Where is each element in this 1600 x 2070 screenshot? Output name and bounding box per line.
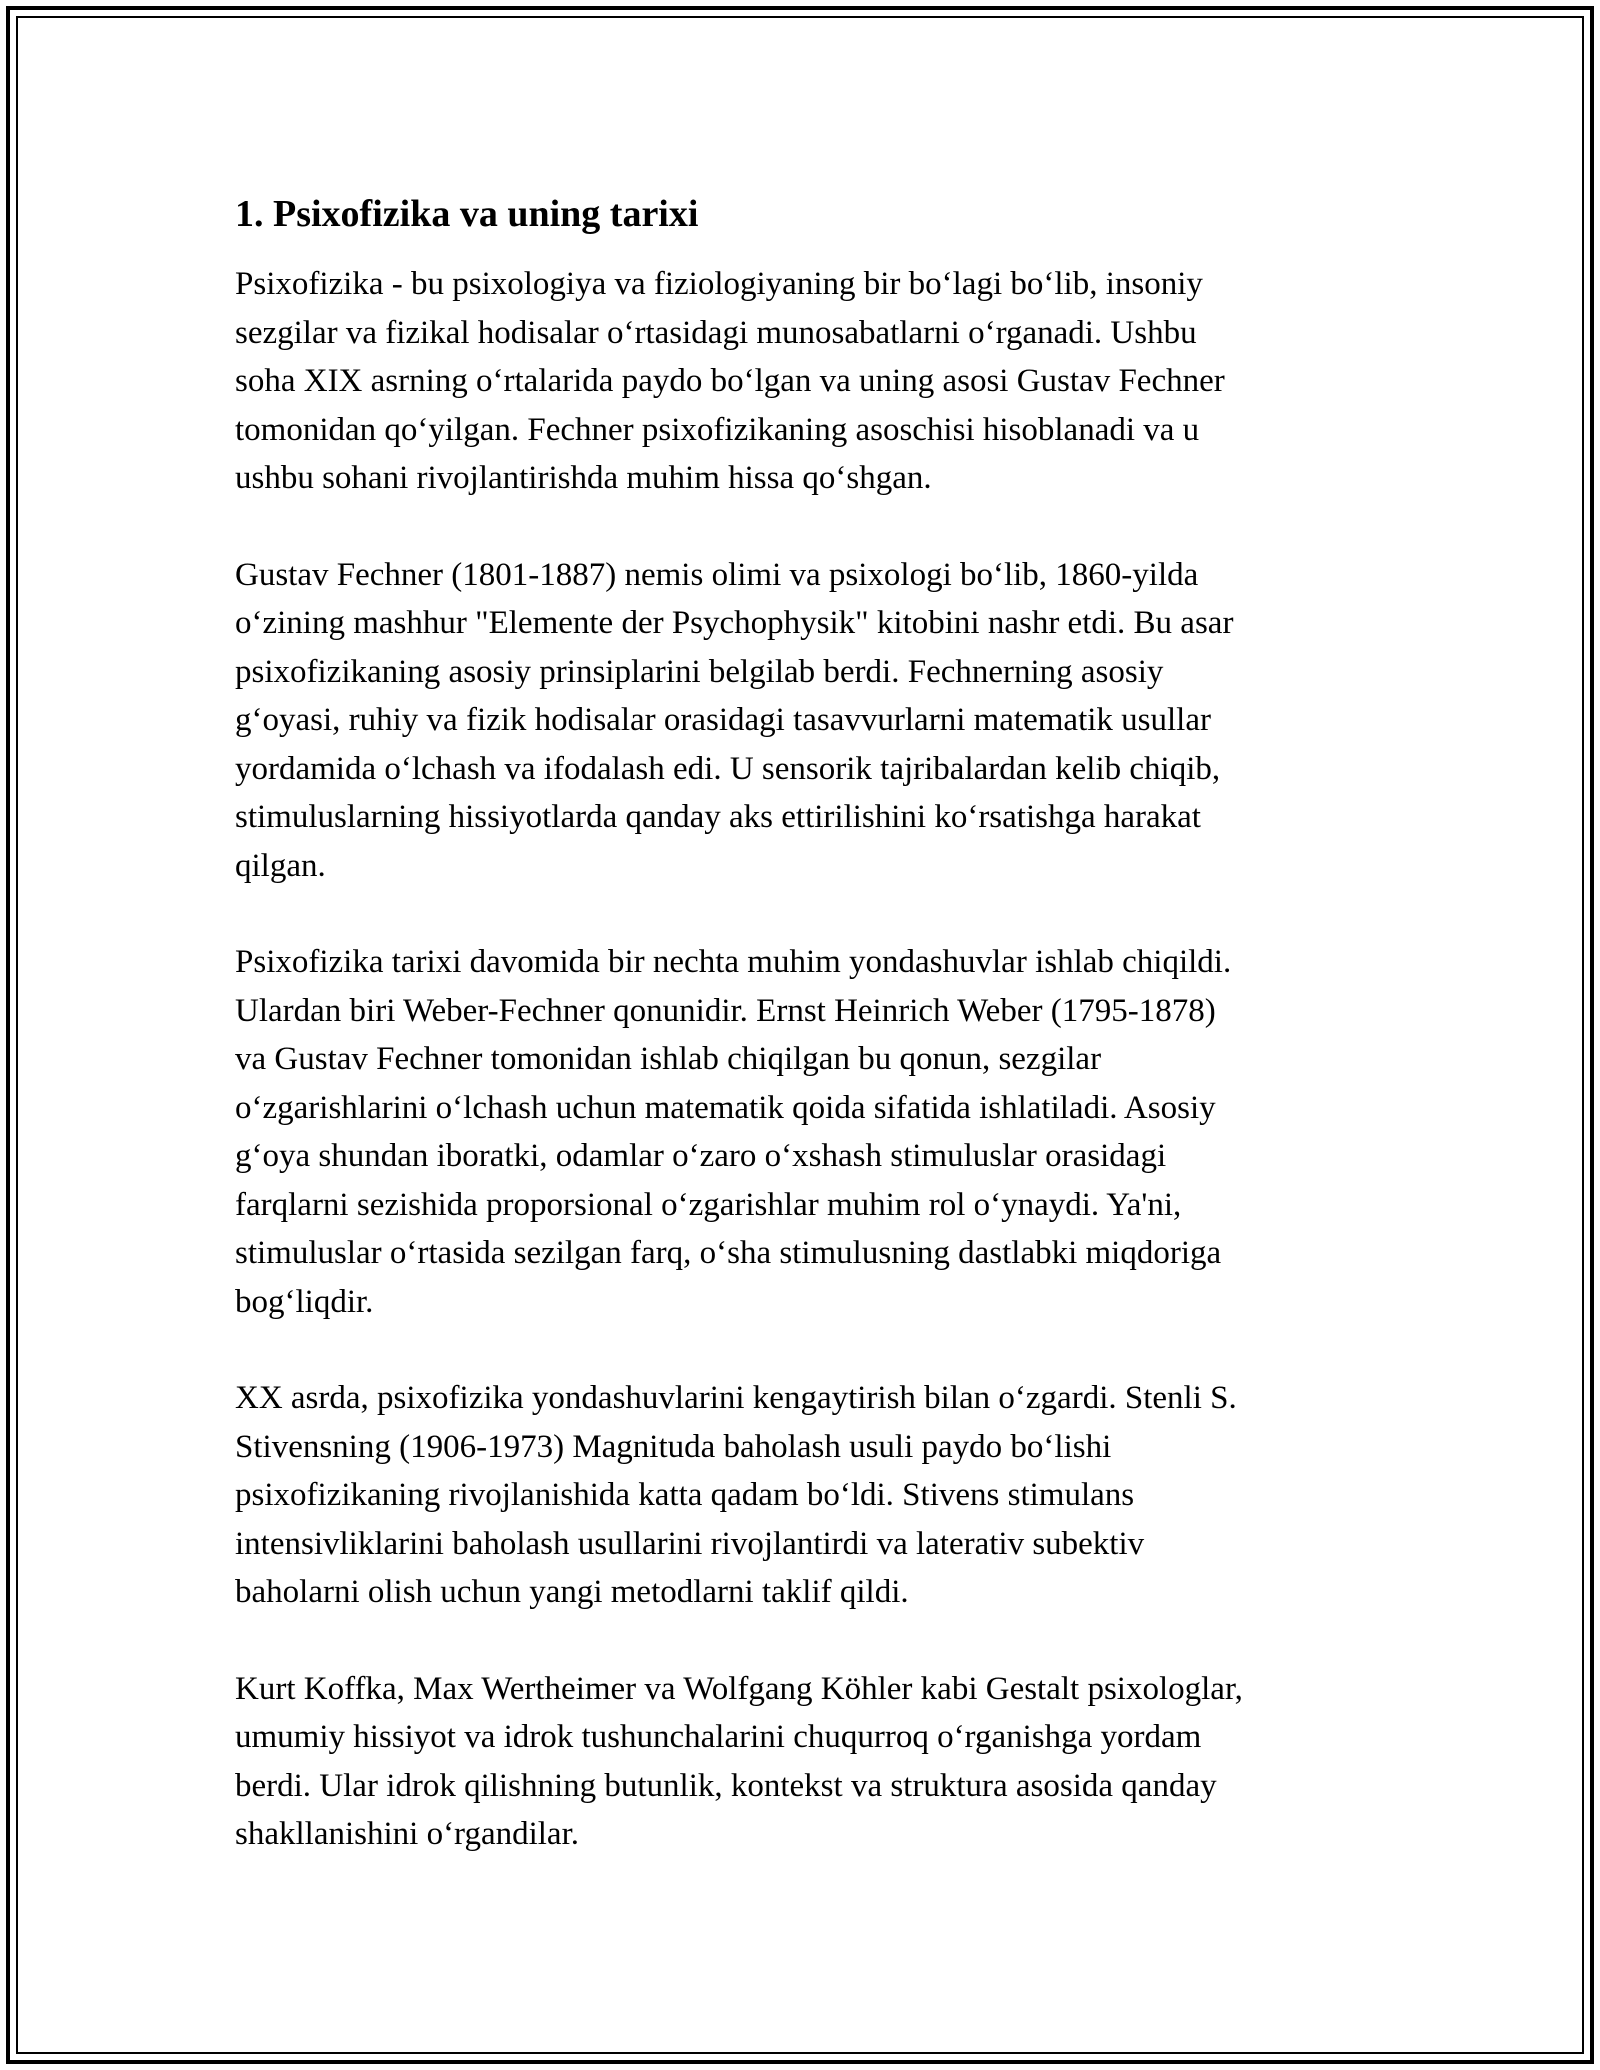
text-line: psixofizikaning rivojlanishida katta qadam bo‘ldi. Stivens stimulans: [235, 1477, 1135, 1513]
text-line: Stivensning (1906-1973) Magnituda baholash usuli paydo bo‘lishi: [235, 1428, 1112, 1465]
document-body: [235, 190, 1370, 1907]
text-line: qilgan.: [235, 847, 326, 884]
text-line: Psixofizika - bu psixologiya va fiziologiyaning bir bo‘lagi bo‘lib, insoniy: [235, 266, 1203, 302]
text-line: psixofizikaning asosiy prinsiplarini belgilab berdi. Fechnerning asosiy: [235, 653, 1164, 690]
body-paragraph: [235, 938, 1370, 1326]
text-line: baholarni olish uchun yangi metodlarni taklif qildi.: [235, 1574, 909, 1610]
body-paragraph: [235, 1374, 1370, 1617]
text-line: tomonidan qo‘yilgan. Fechner psixofizikaning asoschisi hisoblanadi va u: [235, 411, 1200, 448]
text-line: o‘zining mashhur "Elemente der Psychophysik" kitobini nashr etdi. Bu asar: [235, 605, 1234, 641]
text-line: Kurt Koffka, Max Wertheimer va Wolfgang Köhler kabi Gestalt psixologlar,: [235, 1670, 1243, 1707]
body-paragraph: [235, 1665, 1370, 1859]
text-line: o‘zgarishlarini o‘lchash uchun matematik qoida sifatida ishlatiladi. Asosiy: [235, 1089, 1216, 1126]
paragraph-list: [235, 260, 1370, 1859]
text-line: va Gustav Fechner tomonidan ishlab chiqilgan bu qonun, sezgilar: [235, 1041, 1102, 1077]
text-line: sezgilar va fizikal hodisalar o‘rtasidagi munosabatlarni o‘rganadi. Ushbu: [235, 314, 1197, 351]
text-line: Psixofizika tarixi davomida bir nechta muhim yondashuvlar ishlab chiqildi.: [235, 944, 1232, 980]
text-line: g‘oyasi, ruhiy va fizik hodisalar orasidagi tasavvurlarni matematik usullar: [235, 702, 1211, 738]
text-line: g‘oya shundan iboratki, odamlar o‘zaro o‘xshash stimuluslar orasidagi: [235, 1138, 1167, 1174]
text-line: farqlarni sezishida proporsional o‘zgarishlar muhim rol o‘ynaydi. Ya'ni,: [235, 1186, 1182, 1223]
body-paragraph: [235, 260, 1370, 503]
body-paragraph: [235, 551, 1370, 891]
section-heading: 1. Psixofizika va uning tarixi: [235, 193, 699, 235]
text-line: umumiy hissiyot va idrok tushunchalarini chuqurroq o‘rganishga yordam: [235, 1719, 1202, 1755]
text-line: Ulardan biri Weber-Fechner qonunidir. Ernst Heinrich Weber (1795-1878): [235, 992, 1216, 1029]
text-line: soha XIX asrning o‘rtalarida paydo bo‘lgan va uning asosi Gustav Fechner: [235, 363, 1225, 399]
text-line: yordamida o‘lchash va ifodalash edi. U sensorik tajribalardan kelib chiqib,: [235, 750, 1221, 787]
text-line: ushbu sohani rivojlantirishda muhim hissa qo‘shgan.: [235, 460, 932, 496]
text-line: bog‘liqdir.: [235, 1283, 374, 1320]
text-line: intensivliklarini baholash usullarini rivojlantirdi va laterativ subektiv: [235, 1525, 1145, 1562]
text-line: stimuluslar o‘rtasida sezilgan farq, o‘sha stimulusning dastlabki miqdoriga: [235, 1235, 1222, 1271]
text-line: stimuluslarning hissiyotlarda qanday aks ettirilishini ko‘rsatishga harakat: [235, 799, 1201, 835]
text-line: Gustav Fechner (1801-1887) nemis olimi va psixologi bo‘lib, 1860-yilda: [235, 556, 1199, 593]
text-line: shakllanishini o‘rgandilar.: [235, 1816, 580, 1852]
text-line: XX asrda, psixofizika yondashuvlarini kengaytirish bilan o‘zgardi. Stenli S.: [235, 1380, 1237, 1416]
text-line: berdi. Ular idrok qilishning butunlik, kontekst va struktura asosida qanday: [235, 1767, 1217, 1804]
